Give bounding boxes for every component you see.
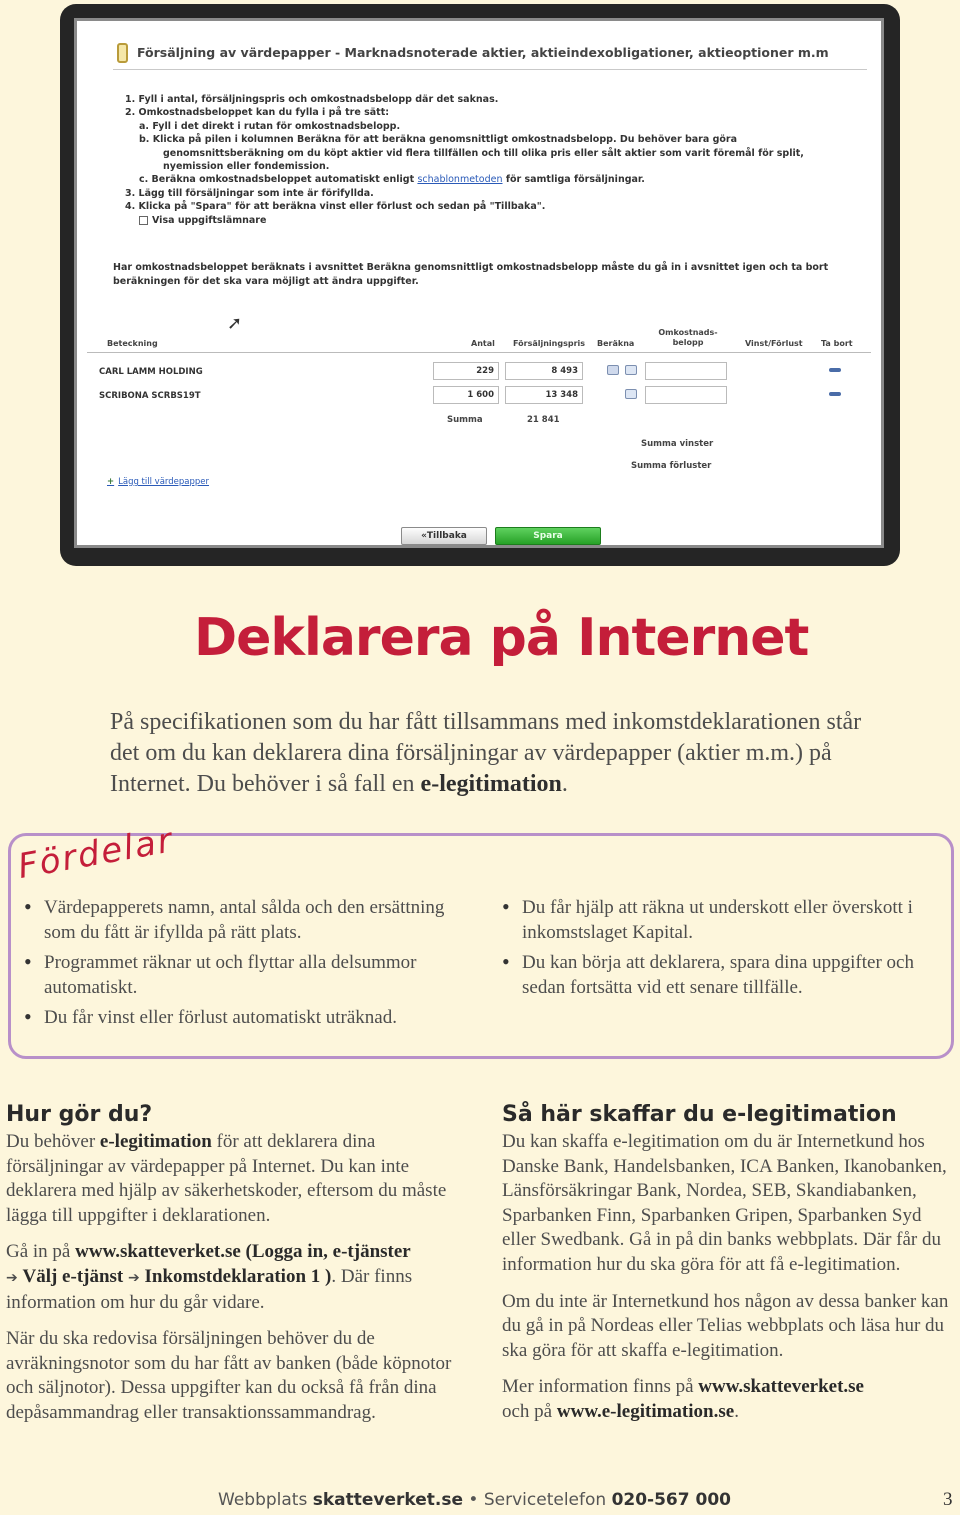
text: och på — [502, 1400, 553, 1422]
how-paragraph-2 — [6, 1240, 466, 1315]
footer-separator: • — [468, 1490, 479, 1510]
embedded-screenshot — [74, 18, 884, 548]
step: 3. Lägg till försäljningar som inte är förifyllda. — [125, 187, 374, 199]
document-icon — [117, 43, 128, 63]
security-name: SCRIBONA SCRBS19T — [99, 391, 201, 401]
plus-icon: + — [107, 477, 115, 487]
col-name: Beteckning — [107, 339, 158, 348]
sum-losses-label: Summa förluster — [631, 461, 712, 471]
skatteverket-link[interactable]: www.skatteverket.se (Logga in, e-tjänster — [75, 1241, 411, 1263]
intro-text: På specifikationen som du har fått tillsammans med inkomstdeklarationen står det om du kan deklarera dina försäljningar av värdepapper (aktier m.m.) på Internet. Du behöver i så fall en — [110, 709, 862, 797]
add-security-label: Lägg till värdepapper — [118, 477, 210, 487]
get-section — [502, 1102, 957, 1437]
sum-value: 21 841 — [527, 415, 560, 425]
remove-row-icon[interactable] — [829, 392, 841, 396]
step: genomsnittsberäkning om du köpt aktier vid flera tillfällen och till olika pris eller sålt aktier som varit föremål för split, — [163, 147, 804, 159]
security-name: CARL LAMM HOLDING — [99, 367, 203, 377]
text: Mer information finns på — [502, 1376, 694, 1398]
text: Du behöver — [6, 1131, 96, 1152]
back-button[interactable]: «Tillbaka — [401, 527, 487, 545]
text: . — [734, 1400, 739, 1422]
table-row — [87, 361, 871, 383]
calculator-icon[interactable] — [607, 365, 619, 375]
schablon-link[interactable]: schablonmetoden — [417, 174, 503, 186]
sum-gains-label: Summa vinster — [641, 439, 714, 449]
col-calc: Beräkna — [597, 339, 635, 348]
link-icon[interactable] — [625, 389, 637, 399]
skatteverket-link[interactable]: www.skatteverket.se — [698, 1376, 864, 1398]
link-icon[interactable] — [625, 365, 637, 375]
text: . Där finns information om hur du går vidare. — [6, 1265, 413, 1313]
how-heading: Hur gör du? — [6, 1102, 153, 1127]
price-field[interactable]: 8 493 — [505, 362, 583, 380]
phone-label: Servicetelefon — [483, 1490, 607, 1510]
sum-label: Summa — [447, 415, 483, 425]
save-button[interactable]: Spara — [495, 527, 601, 545]
page-title: Deklarera på Internet — [194, 608, 809, 668]
step: b. Klicka på pilen i kolumnen Beräkna för att beräkna genomsnittligt omkostnadsbelopp. Du behöver bara göra — [139, 134, 738, 146]
show-reporter-option[interactable] — [125, 214, 884, 227]
step-text-after: för samtliga försäljningar. — [505, 174, 645, 186]
get-heading: Så här skaffar du e-legitimation — [502, 1102, 897, 1127]
table-row — [87, 385, 871, 407]
bold-text: Välj e-tjänst — [22, 1265, 124, 1287]
title-divider — [113, 69, 867, 70]
get-paragraph-1: Du kan skaffa e-legitimation om du är Internetkund hos Danske Bank, Handelsbanken, ICA Banken, Ikanobanken, Länsförsäkringar Bank, Nordea, SEB, Skandiabanken, Sparbanken Finn, Sparbanken Gripen, Sparbanken Syd eller Swedbank. Gå in på din banks webbplats. Där får du information hur du ska göra för att få e-legitimation. — [502, 1131, 947, 1275]
list-item: • Värdepapperets namn, antal sålda och den ersättning som du fått är ifyllda på rätt plats. — [26, 896, 466, 945]
footer-site-link[interactable]: skatteverket.se — [312, 1490, 464, 1510]
text: för att deklarera dina försäljningar av värdepapper på Internet. Du kan inte deklarera med hjälp av säkerhetskoder, eftersom du måste lägga till uppgifter i deklarationen. — [6, 1131, 447, 1226]
step: a. Fyll i det direkt i rutan för omkostnadsbelopp. — [139, 120, 401, 132]
table-header — [87, 327, 871, 353]
instruction-steps — [125, 93, 884, 227]
step: 4. Klicka på "Spara" för att beräkna vinst eller förlust och sedan på "Tillbaka". — [125, 201, 546, 213]
page-number: 3 — [943, 1489, 953, 1510]
intro-paragraph — [110, 707, 870, 800]
list-item: • Programmet räknar ut och flyttar alla delsummor automatiskt. — [26, 951, 466, 1000]
screenshot-frame — [60, 4, 900, 566]
footer-phone: 020-567 000 — [611, 1490, 731, 1510]
count-field[interactable]: 229 — [433, 362, 499, 380]
bold-text: Inkomstdeklaration 1 ) — [144, 1265, 332, 1287]
footer — [218, 1490, 731, 1510]
info-note: Har omkostnadsbeloppet beräknats i avsnittet Beräkna genomsnittligt omkostnadsbelopp måste du gå in i avsnittet igen och ta bort beräkningen för det ska vara möjligt att ändra uppgifter. — [113, 262, 829, 287]
step: 1. Fyll i antal, försäljningspris och omkostnadsbelopp där det saknas. — [125, 94, 499, 105]
checkbox-label: Visa uppgiftslämnare — [152, 214, 267, 226]
intro-end: . — [561, 771, 568, 797]
e-legitimation-link[interactable]: www.e-legitimation.se — [556, 1400, 735, 1422]
screenshot-title: Försäljning av värdepapper - Marknadsnoterade aktier, aktieindexobligationer, aktieoptioner m.m — [137, 45, 829, 60]
cost-field[interactable] — [645, 362, 727, 380]
step-text: c. Beräkna omkostnadsbeloppet automatiskt enligt — [139, 174, 415, 186]
step: nyemission eller fondemission. — [163, 161, 330, 173]
bold-text: e-legitimation — [99, 1131, 212, 1152]
how-paragraph-3: När du ska redovisa försäljningen behöver du de avräkningsnotor som du har fått av banken (både köpnotor och säljnotor). Dessa uppgifter kan du också få från dina depåsammandrag eller transaktionssammandrag. — [6, 1328, 452, 1423]
list-item: • Du kan börja att deklarera, spara dina uppgifter och sedan fortsätta vid ett senare tillfälle. — [504, 951, 944, 1000]
how-paragraph-1 — [6, 1130, 466, 1228]
step — [125, 173, 884, 186]
text: Gå in på — [6, 1241, 71, 1263]
cost-field[interactable] — [645, 386, 727, 404]
get-paragraph-3 — [502, 1375, 957, 1424]
col-cost: Omkostnads-belopp — [658, 328, 718, 347]
list-item: • Du får vinst eller förlust automatiskt uträknad. — [26, 1006, 466, 1031]
price-field[interactable]: 13 348 — [505, 386, 583, 404]
remove-row-icon[interactable] — [829, 368, 841, 372]
benefits-list-right — [504, 896, 944, 1006]
col-result: Vinst/Förlust — [745, 339, 803, 348]
arrow-right-icon: ➔ — [128, 1269, 140, 1286]
step: 2. Omkostnadsbeloppet kan du fylla i på tre sätt: — [125, 107, 390, 119]
how-section — [6, 1102, 466, 1438]
show-reporter-checkbox[interactable] — [139, 216, 148, 225]
benefits-list-left — [26, 896, 466, 1037]
intro-bold: e-legitimation — [420, 771, 562, 797]
benefits-title: Fördelar — [15, 820, 177, 887]
cursor-arrow-icon: ➚ — [227, 313, 243, 334]
get-paragraph-2: Om du inte är Internetkund hos någon av dessa banker kan du gå in på Nordeas eller Telias webbplats och läsa hur du ska göra för att skaffa e-legitimation. — [502, 1290, 949, 1361]
col-remove: Ta bort — [821, 339, 853, 348]
count-field[interactable]: 1 600 — [433, 386, 499, 404]
col-price: Försäljningspris — [513, 339, 586, 348]
list-item: • Du får hjälp att räkna ut underskott eller överskott i inkomstslaget Kapital. — [504, 896, 944, 945]
site-label: Webbplats — [218, 1490, 308, 1510]
add-security-link[interactable] — [107, 477, 209, 487]
arrow-right-icon: ➔ — [6, 1269, 18, 1286]
col-count: Antal — [471, 339, 495, 348]
